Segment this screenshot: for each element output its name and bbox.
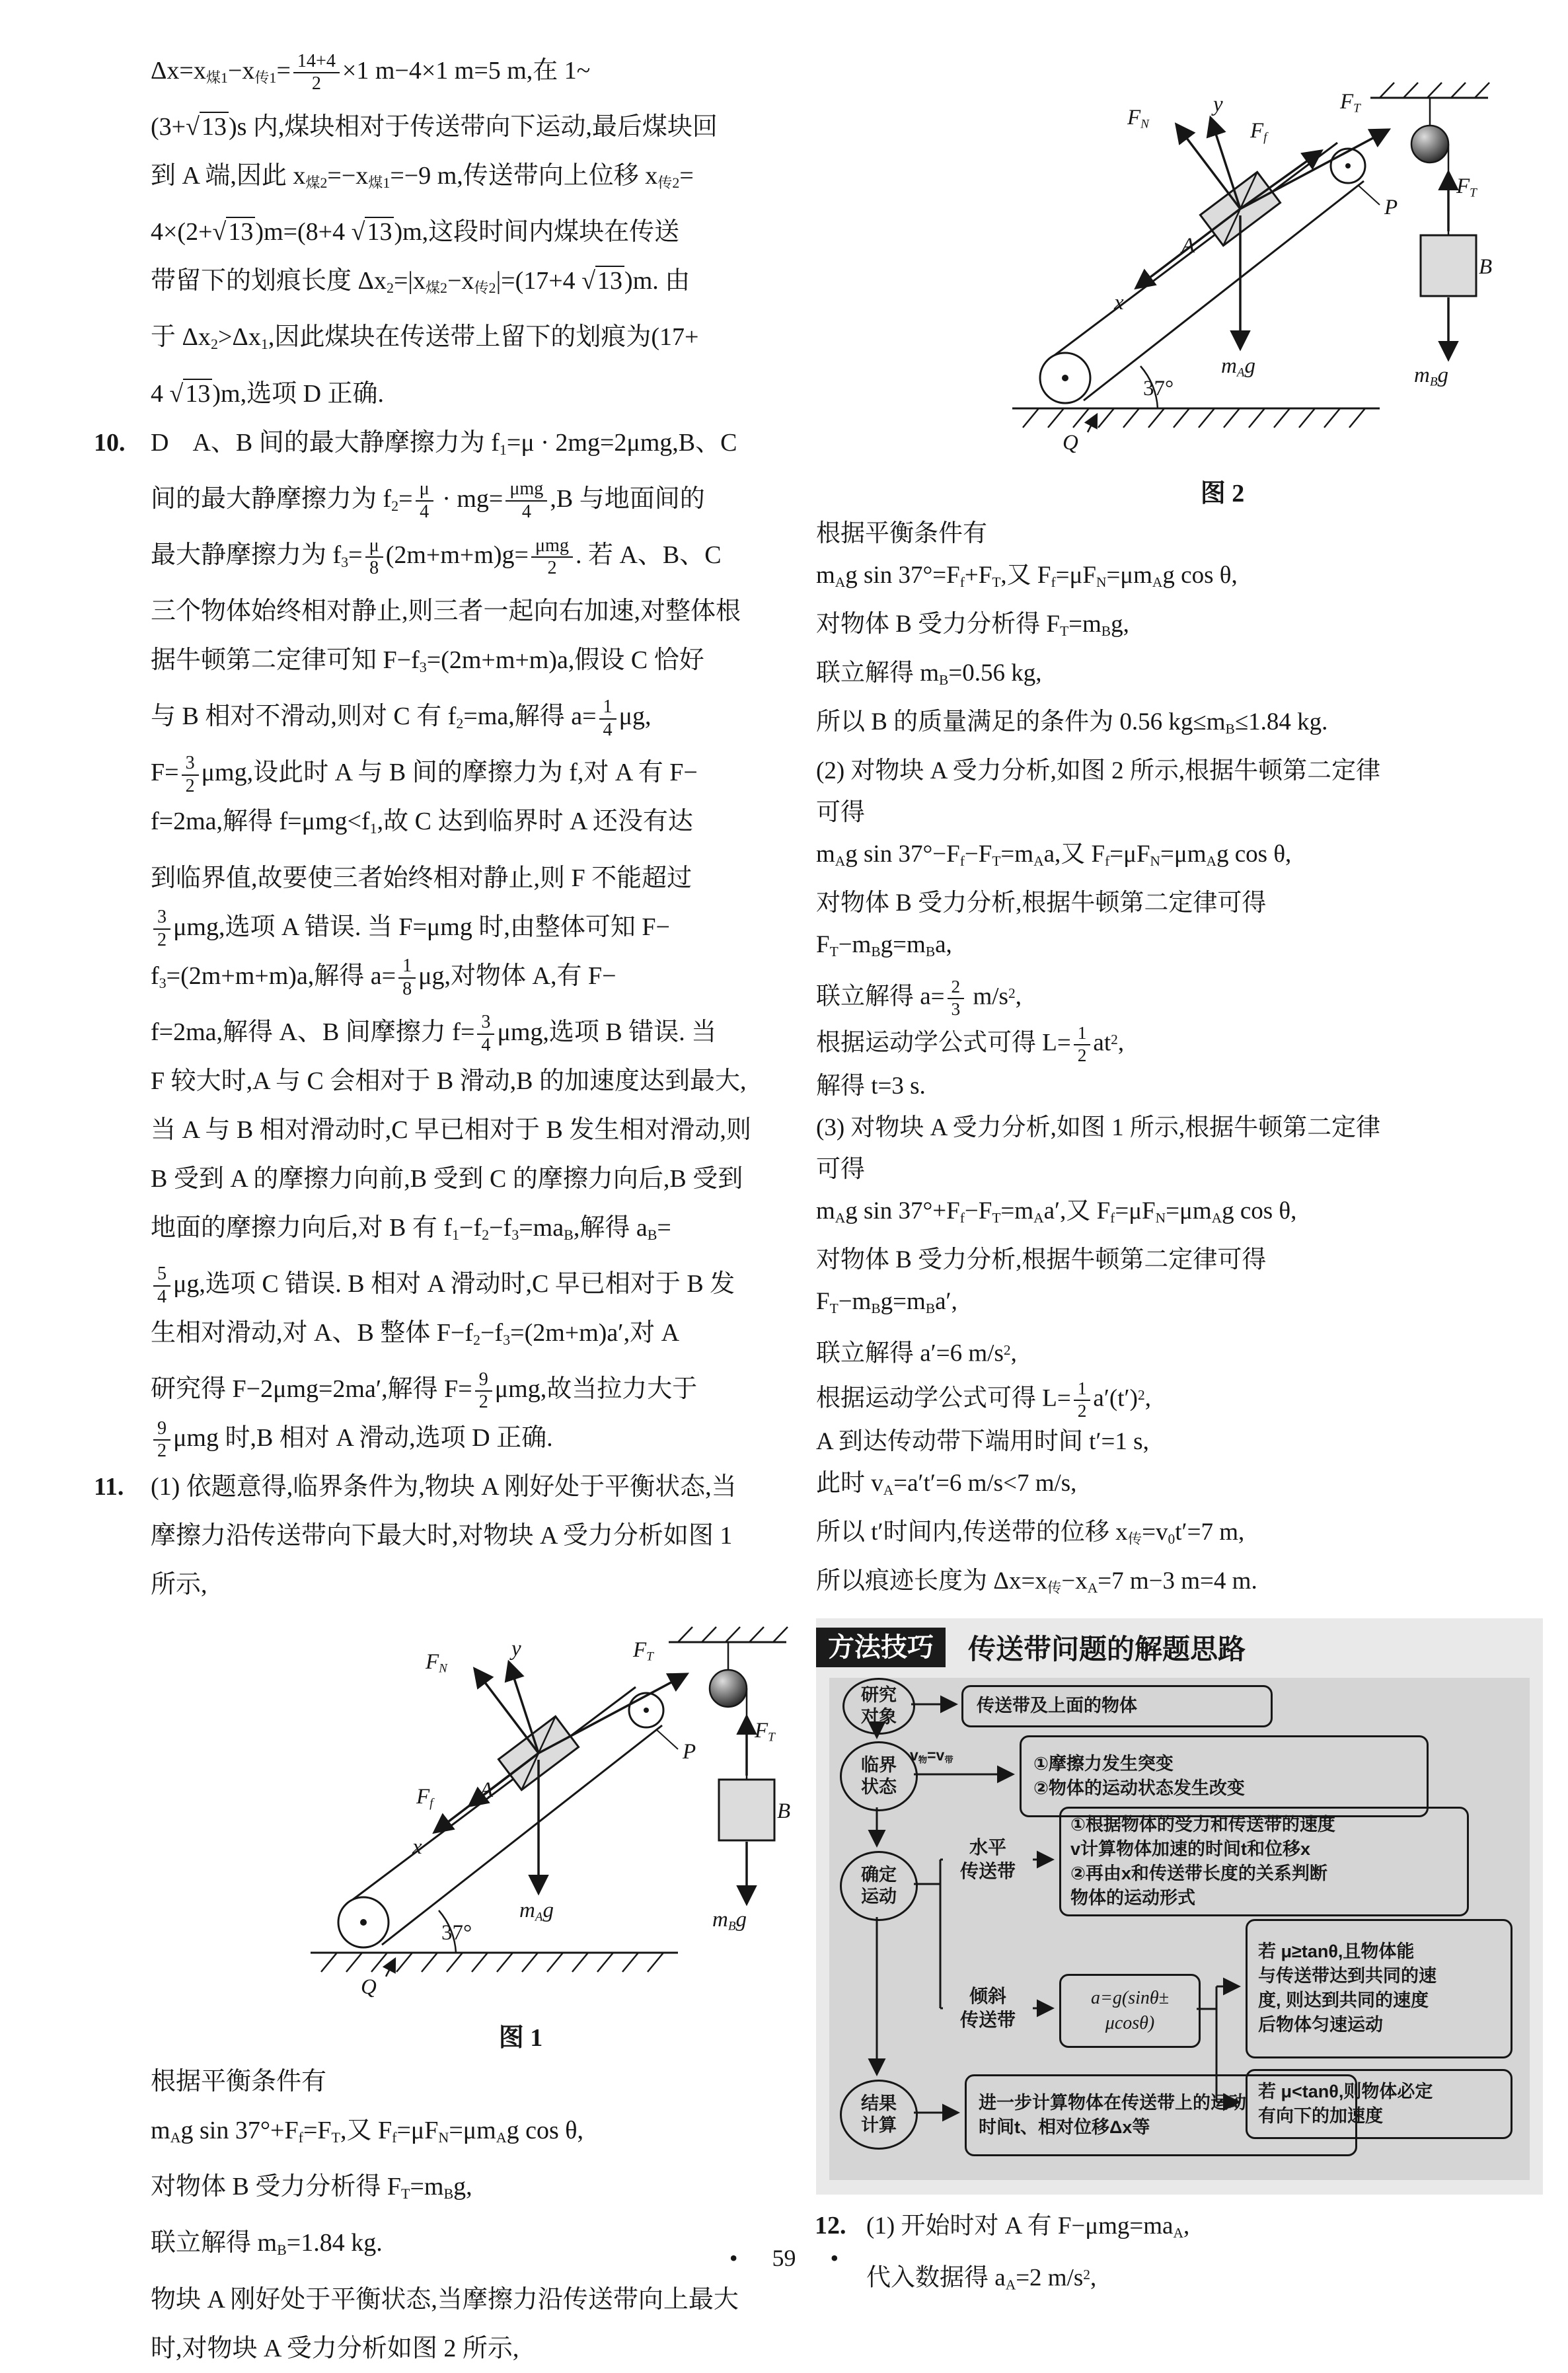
flow-node-determine-motion: 确定 运动: [840, 1851, 918, 1921]
weight-label-a: $m_Ag$: [519, 1899, 554, 1924]
continuation-paragraph: [151, 46, 795, 418]
text-line: $F_T-m_Bg=m_Ba'$,: [816, 1288, 957, 1317]
text-line: 联立解得 a= $\frac{2}{3}$ $m/s^2$,: [816, 977, 1022, 1020]
text-line: $f_3=(2m+m+m)a$,解得 a= $\frac{1}{8}$ μg,对物体 A,有 F−: [151, 956, 616, 999]
text-line: 摩擦力沿传送带向下最大时,对物块 A 受力分析如图 1: [151, 1522, 733, 1550]
incline-pulley-diagram: [952, 65, 1493, 474]
text-line: (1) 依题意得,临界条件为,物块 A 刚好处于平衡状态,当: [151, 1473, 737, 1501]
text-line: 对物体 B 受力分析得 $F_T=m_Bg$,: [151, 2173, 472, 2203]
text-line: f=2ma,解得 $f=\mu mg<f_1$,故 C 达到临界时 A 还没有达: [151, 808, 693, 837]
page-number: 59: [772, 2245, 796, 2271]
flow-box-further-calc: [965, 2074, 1357, 2156]
text-line: ②物体的运动状态发生改变: [1033, 1778, 1245, 1798]
item-number: 11.: [94, 1473, 124, 1501]
text-line: $m_Ag$ $\sin 37^\circ-F_f-F_T=m_Aa$,又 $F_f=\mu F_N=\mu m_Ag$ cos θ,: [816, 841, 1292, 869]
item-11-lines: [151, 1462, 795, 1609]
axis-label-x: x: [412, 1835, 422, 1860]
method-tip-header: [816, 1618, 1543, 1674]
flow-node-result-calc: 结果 计算: [840, 2080, 918, 2150]
text-line: 若 μ≥tanθ,且物体能: [1258, 1941, 1415, 1962]
figure-1: [250, 1609, 795, 2057]
text-line: 后物体匀速运动: [1258, 2015, 1383, 2035]
text-line: 联立解得 $m_B=1.84$ kg.: [151, 2229, 383, 2259]
flow-node-critical-state: 临界 状态: [840, 1741, 918, 1811]
method-tip-box: [816, 1618, 1543, 2195]
weight-label-b: $m_Bg$: [1414, 363, 1449, 389]
text-line: [151, 418, 795, 474]
text-line: 时间t、相对位移Δx等: [979, 2117, 1150, 2137]
angle-label: 37°: [1143, 377, 1174, 400]
text-line: B 受到 A 的摩擦力向前,B 受到 C 的摩擦力向后,B 受到: [151, 1164, 743, 1193]
item-10-lines: [151, 474, 795, 1462]
flow-branch-incline-belt: 倾斜 传送带: [943, 1984, 1033, 2032]
roller-label-q: Q: [361, 1975, 377, 2000]
text-line: 根据运动学公式可得 L= $\frac{1}{2}$ $at^2$,: [816, 1023, 1125, 1066]
text-line: 根据平衡条件有: [816, 520, 987, 547]
item-number: 12.: [815, 2211, 846, 2240]
force-arrows: [386, 1662, 747, 1977]
figure-1-caption: 图 1: [498, 2024, 543, 2053]
answer-item-11: [94, 1462, 795, 1609]
text-line: (1) 开始时对 A 有 $F-\mu mg=ma_A$,: [866, 2212, 1190, 2241]
text-line: 可得: [816, 1156, 865, 1184]
text-line: 根据运动学公式可得 L= $\frac{1}{2}$ $a'(t')^2$,: [816, 1378, 1151, 1421]
text-line: 此时 $v_A=a't'=6$ m/s<7 m/s,: [816, 1469, 1077, 1498]
text-line: (3+√13)s 内,煤块相对于传送带向下运动,最后煤块回: [151, 113, 718, 141]
answer-letter: D: [151, 428, 169, 457]
text-line: (3) 对物块 A 受力分析,如图 1 所示,根据牛顿第二定律: [816, 1114, 1381, 1142]
flow-box-horizontal-method: [1059, 1807, 1469, 1916]
angle-label: 37°: [441, 1921, 472, 1945]
text-line: f=2ma,解得 A、B 间摩擦力 f= $\frac{3}{4}$ μmg,选项 B 错误. 当: [151, 1012, 717, 1055]
figure-2-diagram: [952, 65, 1493, 474]
text-line: 联立解得 a′=6 $m/s^2$,: [816, 1339, 1017, 1367]
text-line: 间的最大静摩擦力为 $f_2=$ $\frac{\mu}{4}$ · mg= μmg 4 ,B 与地面间的: [151, 478, 705, 523]
text-line: $\frac{3}{2}$ μmg,选项 A 错误. 当 F=μmg 时,由整体可知 F−: [151, 903, 795, 952]
axis-label-x: x: [1114, 291, 1124, 315]
roller-label-p: P: [683, 1740, 696, 1764]
text-line: 当 A 与 B 相对滑动时,C 早已相对于 B 发生相对滑动,则: [151, 1115, 751, 1144]
force-label-normal: $F_N$: [426, 1650, 447, 1676]
figure-2: [952, 65, 1543, 513]
text-line: F= $\frac{3}{2}$ μmg,设此时 A 与 B 间的摩擦力为 f,对 A 有 F−: [151, 753, 698, 796]
weight-label-b: $m_Bg$: [712, 1908, 747, 1934]
text-line: ①根据物体的受力和传送带的速度: [1070, 1814, 1335, 1834]
text-line: v计算物体加速的时间t和位移x: [1070, 1838, 1311, 1859]
text-line: $m_Ag$ $\sin 37^\circ+F_f-F_T=m_Aa'$,又 $F_f=\mu F_N=\mu m_Ag$ cos θ,: [816, 1197, 1297, 1226]
text-line: 有向下的加速度: [1258, 2105, 1383, 2126]
text-line: 生相对滑动,对 A、B 整体 $F-f_2-f_3=(2m+m)a'$,对 A: [151, 1318, 680, 1349]
flow-box-critical-changes: [1020, 1735, 1429, 1817]
force-label-tension: $F_T$: [633, 1638, 653, 1664]
text-line: 4 √13)m,选项 D 正确.: [151, 379, 385, 408]
flow-node-research-object: 研究 对象: [842, 1678, 915, 1735]
text-line: 于 $\Delta x_2>\Delta x_1$,因此煤块在传送带上留下的划痕为(17+: [151, 323, 699, 353]
method-tip-badge: 方法技巧: [816, 1628, 946, 1667]
text-line: 与 B 相对不滑动,则对 C 有 $f_2=ma$,解得 a= $\frac{1}{4}$ μg,: [151, 696, 652, 740]
text-line: 与传送带达到共同的速: [1258, 1966, 1437, 1986]
text-line: 解得 t=3 s.: [816, 1073, 926, 1100]
text-line: a=g(sinθ±: [1090, 1987, 1169, 2008]
text-line: 联立解得 $m_B=0.56$ kg,: [816, 659, 1042, 688]
text-line: $\frac{5}{4}$ μg,选项 C 错误. B 相对 A 滑动时,C 早已相对于 B 发: [151, 1260, 795, 1308]
force-label-tension-b: $F_T$: [755, 1719, 775, 1745]
block-b-shape: [1421, 235, 1476, 296]
text-line: ①摩擦力发生突变: [1033, 1753, 1174, 1774]
text-line: $\frac{9}{2}$ μmg 时,B 相对 A 滑动,选项 D 正确.: [151, 1413, 795, 1462]
text-line: 4×(2+√13)m=(8+4 √13)m,这段时间内煤块在传送: [151, 218, 680, 246]
text-line: 根据平衡条件有: [151, 2068, 327, 2096]
force-label-friction: $F_f$: [1250, 119, 1267, 145]
text-line: μcosθ): [1105, 2012, 1155, 2033]
block-b-label: B: [777, 1799, 791, 1824]
solution-paragraph: [816, 513, 1543, 1609]
axis-label-y: y: [511, 1637, 521, 1661]
axis-label-y: y: [1213, 93, 1223, 116]
answer-item-10: [94, 418, 795, 1462]
left-column: [94, 46, 795, 2373]
text-line: 所示,: [151, 1571, 207, 1599]
text-line: F 较大时,A 与 C 会相对于 B 滑动,B 的加速度达到最大,: [151, 1067, 747, 1095]
text-line: 所以痕迹长度为 $\Delta x=x_传-x_A=7$ m−3 m=4 m.: [816, 1567, 1257, 1596]
incline-pulley-diagram: [250, 1609, 792, 2019]
text-line: 物块 A 刚好处于平衡状态,当摩擦力沿传送带向上最大: [151, 2285, 739, 2314]
text-line: $F_T-m_Bg=m_Ba$,: [816, 931, 952, 960]
text-line: 代入数据得 $a_A=2$ $m/s^2$,: [866, 2264, 1097, 2293]
text-line: 所以 t′时间内,传送带的位移 $x_传=v_0t'=7$ m,: [816, 1518, 1245, 1547]
flow-box-acceleration-formula: [1059, 1974, 1201, 2048]
footer-bullet: •: [830, 2245, 839, 2271]
text-line: 三个物体始终相对静止,则三者一起向右加速,对整体根: [151, 597, 741, 626]
block-a-label: A: [1181, 234, 1195, 258]
figure-2-caption: 图 2: [1200, 480, 1245, 508]
flow-box-belt-and-object: 传送带及上面的物体: [961, 1685, 1273, 1727]
flow-branch-horizontal-belt: 水平 传送带: [943, 1836, 1033, 1883]
item-number: 10.: [94, 428, 126, 457]
text-line: 可得: [816, 799, 865, 826]
text-line: 到临界值,故要使三者始终相对静止,则 F 不能超过: [151, 864, 692, 892]
text-line: $m_Ag$ $\sin 37^\circ+F_f=F_T$,又 $F_f=\mu F_N=\mu m_Ag$ cos θ,: [151, 2117, 583, 2146]
footer-bullet: •: [729, 2245, 738, 2271]
text-line: 物体的运动形式: [1070, 1887, 1195, 1908]
answer-text: A、B 间的最大静摩擦力为 $f_1=\mu \cdot 2mg=2\mu mg,B$、C: [192, 428, 737, 458]
roller-label-p: P: [1384, 196, 1398, 219]
text-line: 到 A 端,因此 $x_{煤2}=-x_{煤1}=-9$ m,传送带向上位移 $x_{传2}=$: [151, 162, 694, 192]
text-line: 进一步计算物体在传送带上的运动: [979, 2092, 1246, 2113]
text-line: (2) 对物块 A 受力分析,如图 2 所示,根据牛顿第二定律: [816, 757, 1381, 784]
text-line: 时,对物块 A 受力分析如图 2 所示,: [151, 2334, 519, 2362]
force-label-normal: $F_N$: [1127, 106, 1149, 132]
text-line: 最大静摩擦力为 $f_3=$ $\frac{\mu}{8}$ (2m+m+m)g= μmg 2 . 若 A、B、C: [151, 535, 722, 579]
force-label-tension-b: $F_T$: [1456, 174, 1477, 200]
right-column: [816, 46, 1543, 2306]
text-line: 度, 则达到共同的速度: [1258, 1990, 1429, 2011]
text-line: 据牛顿第二定律可知 $F-f_3=(2m+m+m)a$,假设 C 恰好: [151, 646, 704, 676]
text-line: 对物体 B 受力分析,根据牛顿第二定律可得: [816, 889, 1267, 917]
flow-condition-label: $v_物=v_带$: [910, 1746, 953, 1765]
text-line: 对物体 B 受力分析得 $F_T=m_Bg$,: [816, 611, 1129, 639]
block-a-label: A: [480, 1778, 494, 1803]
weight-label-a: $m_Ag$: [1221, 354, 1256, 380]
block-b-shape: [719, 1780, 774, 1840]
flow-box-mu-ge-tan: [1246, 1919, 1512, 2058]
page-footer: [0, 2244, 1568, 2272]
text-line: 研究得 F−2μmg=2ma′,解得 F= $\frac{9}{2}$ μmg,故当拉力大于: [151, 1369, 698, 1413]
text-line: 若 μ<tanθ,则物体必定: [1258, 2081, 1433, 2101]
flowchart-panel: [829, 1678, 1530, 2180]
figure-1-diagram: [250, 1609, 792, 2019]
text-line: 对物体 B 受力分析,根据牛顿第二定律可得: [816, 1246, 1267, 1274]
roller-label-q: Q: [1063, 431, 1078, 455]
text-line: ②再由x和传送带长度的关系判断: [1070, 1863, 1327, 1883]
method-tip-title: 传送带问题的解题思路: [968, 1633, 1246, 1665]
text-line: 所以 B 的质量满足的条件为 0.56 $kg\le m_B\le 1.84$ kg.: [816, 708, 1328, 737]
text-line: 带留下的划痕长度 $\Delta x_2=|x_{煤2}-x_{传2}|=(17+4$ √13)m. 由: [151, 267, 691, 297]
text-line: A 到达传动带下端用时间 t′=1 s,: [816, 1427, 1149, 1455]
force-label-friction: $F_f$: [416, 1785, 433, 1811]
text-line: $\Delta x=x_{煤1}-x_{传1}=$ $\frac{14+4}{2}$ ×1 m−4×1 m=5 m,在 1~: [151, 50, 591, 94]
text-line: $m_Ag$ $\sin 37^\circ=F_f+F_T$,又 $F_f=\mu F_N=\mu m_Ag$ cos θ,: [816, 562, 1238, 590]
text-line: 地面的摩擦力向后,对 B 有 $f_1-f_2-f_3=ma_B$,解得 $a_B=$: [151, 1213, 671, 1243]
block-b-label: B: [1479, 255, 1493, 279]
force-label-tension: $F_T$: [1340, 90, 1361, 116]
force-arrows: [1088, 118, 1448, 432]
